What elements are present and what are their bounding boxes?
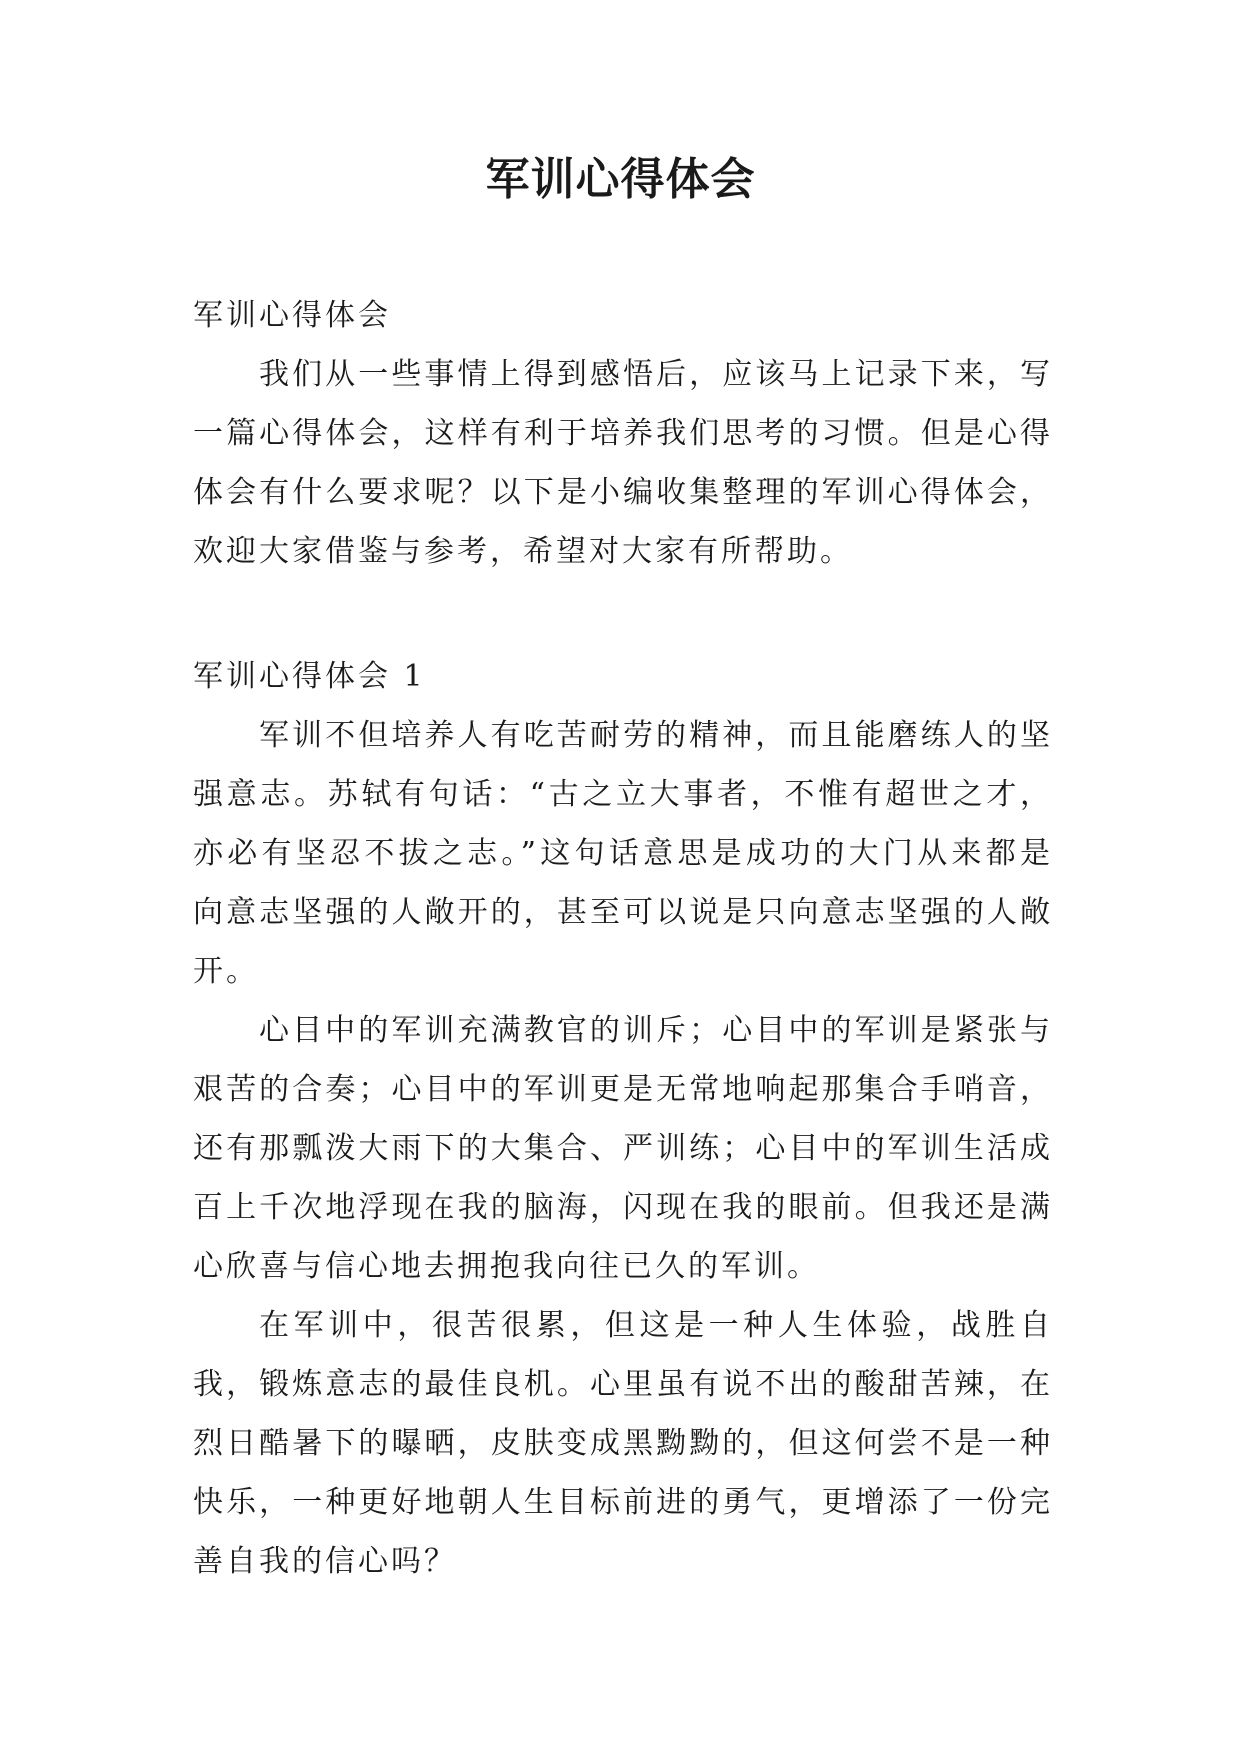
intro-paragraph: 我们从一些事情上得到感悟后，应该马上记录下来，写一篇心得体会，这样有利于培养我们思考的习惯。但是心得体会有什么要求呢？以下是小编收集整理的军训心得体会，欢迎大家借鉴与参考，希望对大家有所帮助。 [193,357,1053,569]
section-1-paragraph-2: 心目中的军训充满教官的训斥；心目中的军训是紧张与艰苦的合奏；心目中的军训更是无常地响起那集合手哨音，还有那瓢泼大雨下的大集合、严训练；心目中的军训生活成百上千次地浮现在我的脑海，闪现在我的眼前。但我还是满心欣喜与信心地去拥抱我向往已久的军训。 [193,1013,1053,1284]
document-title: 军训心得体会 [485,154,756,205]
section-spacer [193,581,1053,647]
section-1-paragraph-3: 在军训中，很苦很累，但这是一种人生体验，战胜自我，锻炼意志的最佳良机。心里虽有说不出的酸甜苦辣，在烈日酷暑下的曝晒，皮肤变成黑黝黝的，但这何尝不是一种快乐，一种更好地朝人生目标前进的勇气，更增添了一份完善自我的信心吗？ [193,1308,1053,1579]
section-1-paragraph-1: 军训不但培养人有吃苦耐劳的精神，而且能磨练人的坚强意志。苏轼有句话：“古之立大事者，不惟有超世之才，亦必有坚忍不拔之志。”这句话意思是成功的大门从来都是向意志坚强的人敞开的，甚至可以说是只向意志坚强的人敞开。 [193,718,1053,989]
section-1-heading: 军训心得体会 1 [193,659,426,694]
document-body [193,286,1053,1591]
intro-heading: 军训心得体会 [193,298,391,333]
